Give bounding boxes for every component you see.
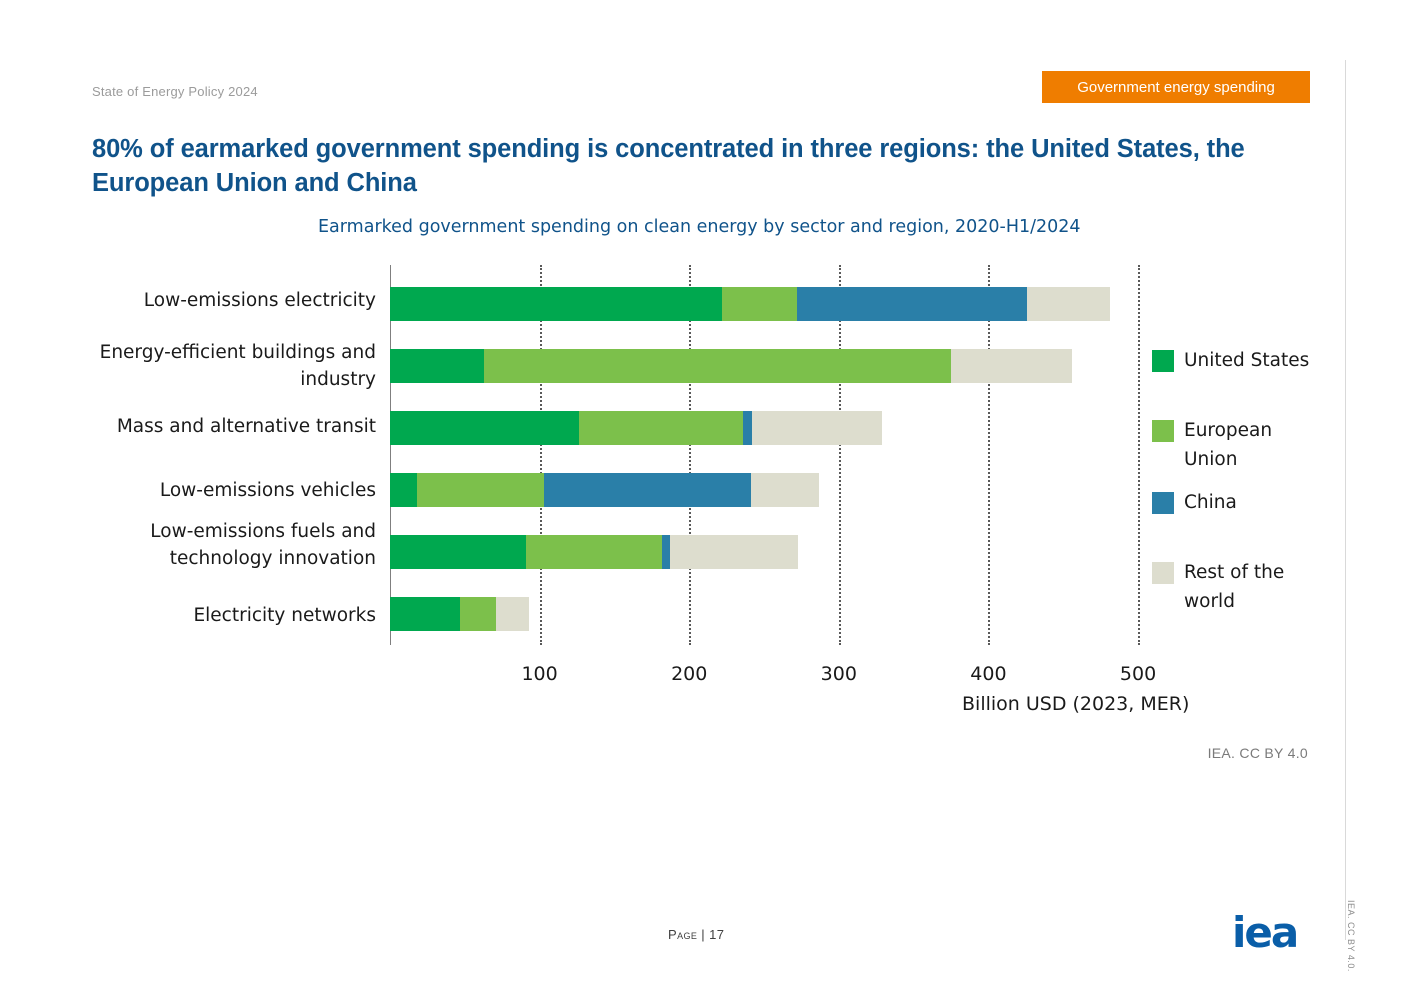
section-tag-badge: Government energy spending [1042, 71, 1310, 103]
x-tick-label: 300 [820, 663, 857, 685]
x-axis-title: Billion USD (2023, MER) [962, 693, 1190, 715]
plot-area [390, 265, 1150, 645]
legend-item[interactable] [1152, 350, 1309, 376]
bar-row [390, 473, 819, 507]
bar-segment [951, 349, 1072, 383]
category-label: Mass and alternative transit [116, 416, 376, 437]
license-note: IEA. CC BY 4.0 [1207, 745, 1308, 761]
bar-segment [544, 473, 750, 507]
bar-segment [417, 473, 544, 507]
bar-segment [579, 411, 744, 445]
category-label: Low-emissions vehicles [159, 480, 376, 501]
bar-segment [722, 287, 797, 321]
legend-item[interactable] [1152, 562, 1304, 616]
gridline [988, 265, 990, 645]
x-tick-label: 400 [970, 663, 1007, 685]
category-label: Low-emissions fuels and technology innovation [150, 521, 376, 569]
legend-swatch [1152, 562, 1174, 584]
bar-row [390, 411, 882, 445]
iea-logo: iea [1232, 908, 1298, 957]
document-label: State of Energy Policy 2024 [92, 84, 258, 99]
bar-segment [390, 597, 460, 631]
bar-segment [670, 535, 799, 569]
category-label: Energy-efficient buildings and industry [99, 342, 376, 390]
bar-segment [1027, 287, 1109, 321]
legend-swatch [1152, 420, 1174, 442]
gridline [839, 265, 841, 645]
bar-row [390, 349, 1072, 383]
legend-label: United States [1184, 350, 1310, 371]
bar-segment [390, 349, 484, 383]
gridline [689, 265, 691, 645]
x-tick-label: 100 [521, 663, 558, 685]
legend-label: European Union [1184, 420, 1273, 470]
legend-item[interactable] [1152, 420, 1304, 474]
bar-segment [751, 473, 820, 507]
bar-row [390, 535, 798, 569]
x-tick-label: 200 [671, 663, 708, 685]
legend-item[interactable] [1152, 492, 1237, 518]
bar-segment [743, 411, 752, 445]
category-label: Low-emissions electricity [143, 290, 376, 311]
bar-segment [484, 349, 951, 383]
legend-label: Rest of the world [1184, 562, 1285, 612]
gridline [1138, 265, 1140, 645]
chart-title: Earmarked government spending on clean energy by sector and region, 2020-H1/2024 [318, 217, 1081, 237]
category-label: Electricity networks [193, 605, 376, 626]
side-license-note: IEA. CC BY 4.0. [1346, 900, 1356, 972]
bar-segment [460, 597, 496, 631]
bar-segment [390, 411, 579, 445]
page-number: Page | 17 [668, 927, 725, 942]
page-title: 80% of earmarked government spending is concentrated in three regions: the United States, the European Union and China [92, 135, 1245, 198]
bar-segment [390, 287, 722, 321]
bar-segment [390, 473, 417, 507]
bar-row [390, 287, 1110, 321]
bar-segment [526, 535, 662, 569]
legend-swatch [1152, 492, 1174, 514]
x-tick-label: 500 [1119, 663, 1157, 685]
bar-segment [752, 411, 882, 445]
bar-segment [662, 535, 669, 569]
bar-row [390, 597, 529, 631]
bar-segment [797, 287, 1027, 321]
footer-divider [1345, 60, 1346, 940]
bar-segment [390, 535, 526, 569]
bar-segment [496, 597, 529, 631]
legend-swatch [1152, 350, 1174, 372]
legend-label: China [1184, 492, 1237, 513]
gridline [540, 265, 542, 645]
